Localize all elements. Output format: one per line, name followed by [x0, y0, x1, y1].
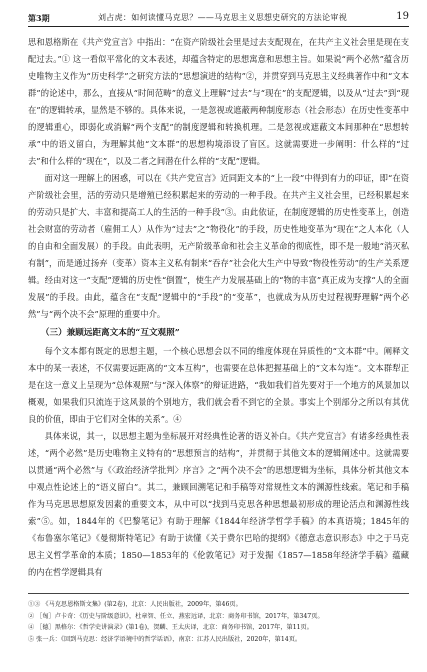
footnote: ⑤ 张一兵：《回到马克思：经济学语境中的哲学话语》，南京：江苏人民出版社，2020年，第14页。: [28, 635, 302, 643]
footnote: ①③ 《马克思恩格斯文集》(第2卷)，北京：人民出版社，2009年，第46页。: [28, 601, 242, 608]
paragraph: 具体来说，其一，以思想主题为坐标展开对经典性论著的语义补白。《共产党宣言》有诸多经典性表述，“两个必然”是历史唯物主义特有的“思想预言的结构”，并贯彻于其他文本的逻辑阐述中。这就需要以贯通“两个必然”与《〈政治经济学批判〉序言》之“两个决不会”的思想逻辑为坐标，具体分析其他文本中观点性论述上的“语义留白”。其二，兼顾回溯笔记和手稿等对常规性文本的渊源性线索。笔记和手稿作为马克思思想原发因素的重要文本，从中可以“找到马克思各种思想最初形成的理论活点和渊源性线索”⑤。如，1844年的《巴黎笔记》有助于理解《1844年经济学哲学手稿》的本真语境；1845年的《布鲁塞尔笔记》《曼彻斯特笔记》有助于读懂《关于费尔巴哈的提纲》《德意志意识形态》中之于马克思主义哲学革命的本质；1850—1853年的《伦敦笔记》对于发掘《1857—1858年经济学手稿》蕴藏的内在哲学逻辑具有: [28, 431, 409, 577]
paragraph: 思和恩格斯在《共产党宣言》中指出：“在资产阶级社会里是过去支配现在，在共产主义社会里是现在支配过去。”① 这一看似平常化的文本表述，却蕴含特定的思想寓意和思想主旨。如果说“两个必然”蕴含历史唯物主义作为“历史科学”之研究方法的“思想演进的结构”②，并贯穿到马克思主义经典著作中和“文本群”的论述中，那么，直接从“时间范畴”的意义上理解“过去”与“现在”的支配逻辑，以及从“过去”到“现在”的逻辑转承，显然是不够的。具体来说，一是忽视或遮蔽两种制度形态（社会形态）在历史性变革中的逻辑重心，即弱化或消解“两个支配”的制度逻辑和转换机理。二是忽视或遮蔽文本间那种在“思想转承”中的语义留白，为理解其他“文本群”的思想构境添设了盲区。这就需要进一步阐明：什么样的“过去”和什么样的“现在”，以及二者之间潜在什么样的“支配”逻辑。: [28, 37, 409, 166]
section-heading: （三）兼顾远距离文本的“互文观照”: [40, 328, 180, 338]
running-header: [28, 12, 409, 27]
footnotes: [28, 593, 409, 645]
footnote: ④ ［德］黑格尔：《哲学史讲演录》(第1卷)，贺麟、王太庆译，北京：商务印书馆，2017年，第11页。: [28, 624, 313, 631]
page-number: 19: [396, 11, 409, 22]
running-title: 刘占虎：如何读懂马克思？——马克思主义思想史研究的方法论审视: [98, 13, 347, 22]
paragraph: 每个文本都有既定的思想主题，一个核心思想会以不同的维度体现在异质性的“文本群”中。阐释文本中的某一表述，不仅需要远距离的“文本互构”，也需要在总体把握基础上的“文本勾连”。文本群犁正是在这一意义上呈现为“总体观照”与“深入体察”的辩证进路，“我如我们首先要对于一个地方的风景加以概观，如果我们只流连于这风景的个别地方，我们就会看不到它的全景。事实上个别部分之所以有其优良的价值，即由于它们对全体的关系”。④: [28, 346, 409, 424]
paragraph: 面对这一理解上的困惑，可以在《共产党宣言》近同距文本的“上一段”中得到有力的印证，即“在资产阶级社会里，活的劳动只是增殖已经积累起来的劳动的一种手段。在共产主义社会里，已经积累起来的劳动只是扩大、丰富和提高工人的生活的一种手段”③。由此依证，在制度逻辑的历史性变革上，创造社会财富的劳动者（雇佣工人）从作为“过去”之“物役化”的手段，历史性地变革为“现在”之人本化（人的自由和全面发展）的手段。由此表明，无产阶级革命和社会主义革命的彻底性，即不是一般地“消灭私有制”，而是通过扬弃（变革）资本主义私有制来“吞存”社会化大生产中导致“物役性劳动”的生产关系逻辑。经由对这一“支配”逻辑的历史性“倒置”，使生产力发展基础上的“物的丰富”真正成为支撑“人的全面发展”的手段。由此，蕴含在“支配”逻辑中的“手段”的“变革”，也就成为从历史过程视野理解“两个必然”与“两个决不会”原理的重要中介。: [28, 173, 409, 319]
footnote: ② ［匈］卢卡奇：《历史与阶级意识》，杜章智、任立、燕宏远译，北京：商务印书馆，2017年，第347页。: [28, 612, 324, 620]
body-text: [28, 34, 409, 581]
issue-label: 第3期: [28, 13, 50, 23]
